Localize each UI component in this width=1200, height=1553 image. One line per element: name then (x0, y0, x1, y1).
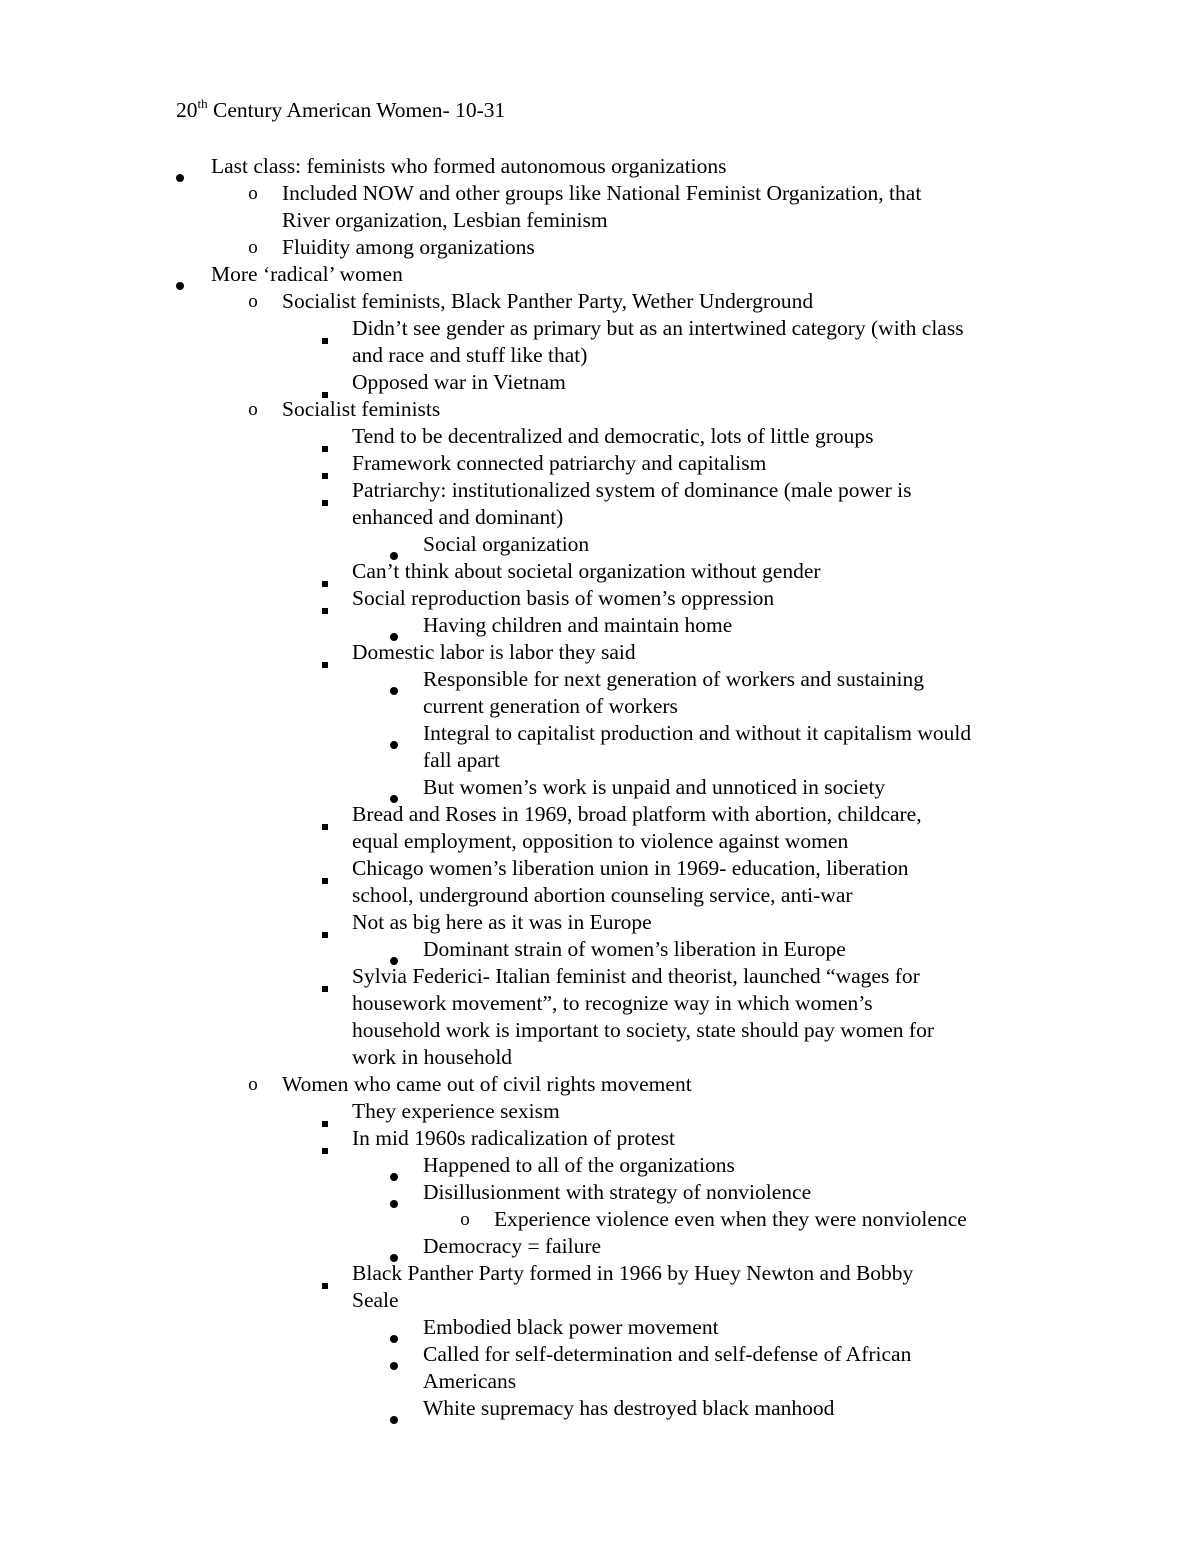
outline-item-text: Not as big here as it was in Europe (352, 910, 652, 934)
outline-item-text: fall apart (423, 748, 500, 772)
outline-item-text: Tend to be decentralized and democratic, lots of little groups (352, 424, 874, 448)
outline-item-level-4 (423, 1341, 911, 1395)
page-title (176, 97, 505, 124)
bullet-square-icon (318, 585, 332, 612)
bullet-dot-icon (387, 1179, 401, 1206)
outline-item-level-4 (423, 1179, 811, 1206)
outline-item-text: Social reproduction basis of women’s oppression (352, 586, 775, 610)
outline-item-text: Domestic labor is labor they said (352, 640, 636, 664)
outline-item-level-3 (352, 369, 566, 396)
outline-item-level-3 (352, 801, 922, 855)
bullet-square-icon (318, 369, 332, 396)
bullet-square-icon (318, 477, 332, 504)
outline-item-level-3 (352, 423, 873, 450)
outline-item-level-3 (352, 558, 821, 585)
outline-item-level-4 (423, 666, 924, 720)
outline-item-level-3 (352, 585, 774, 612)
outline-item-text: Socialist feminists (282, 397, 441, 421)
bullet-dot-icon (173, 261, 187, 288)
outline-item-text: equal employment, opposition to violence against women (352, 829, 849, 853)
bullet-circle-icon: o (248, 183, 258, 204)
outline-item-text: But women’s work is unpaid and unnoticed in society (423, 775, 886, 799)
outline-item-text: Socialist feminists, Black Panther Party, Wether Underground (282, 289, 814, 313)
bullet-square-icon (318, 909, 332, 936)
bullet-circle-icon: o (248, 1074, 258, 1095)
bullet-square-icon (318, 1098, 332, 1125)
bullet-square-icon (318, 423, 332, 450)
bullet-square-icon (318, 1125, 332, 1152)
outline-item-text: Framework connected patriarchy and capitalism (352, 451, 767, 475)
outline-item-level-4 (423, 774, 885, 801)
outline-item-text: Didn’t see gender as primary but as an intertwined category (with class (352, 316, 964, 340)
outline-item-text: housework movement”, to recognize way in which women’s (352, 991, 873, 1015)
outline-item-text: Social organization (423, 532, 590, 556)
outline-item-level-4 (423, 612, 732, 639)
bullet-dot-icon (387, 936, 401, 963)
outline-item-level-4 (423, 1233, 601, 1260)
outline-item-text: Last class: feminists who formed autonomous organizations (211, 154, 727, 178)
title-prefix: 20 (176, 98, 198, 122)
outline-item-level-3 (352, 315, 964, 369)
outline-item-level-4 (423, 720, 971, 774)
outline-item-text: household work is important to society, state should pay women for (352, 1018, 935, 1042)
outline-item-text: Embodied black power movement (423, 1315, 719, 1339)
outline-item-text: River organization, Lesbian feminism (282, 208, 608, 232)
outline-item-text: Democracy = failure (423, 1234, 602, 1258)
outline-item-level-4 (423, 1395, 834, 1422)
bullet-dot-icon (387, 666, 401, 693)
outline-item-level-3 (352, 1260, 913, 1314)
bullet-square-icon (318, 450, 332, 477)
outline-item-level-3 (352, 909, 652, 936)
bullet-dot-icon (387, 1341, 401, 1368)
outline-item-text: Dominant strain of women’s liberation in Europe (423, 937, 846, 961)
outline-item-text: current generation of workers (423, 694, 678, 718)
bullet-dot-icon (387, 531, 401, 558)
outline-item-text: Can’t think about societal organization without gender (352, 559, 821, 583)
bullet-square-icon (318, 801, 332, 828)
outline-item-text: Integral to capitalist production and without it capitalism would (423, 721, 972, 745)
bullet-dot-icon (387, 1314, 401, 1341)
bullet-square-icon (318, 855, 332, 882)
bullet-square-icon (318, 963, 332, 990)
bullet-dot-icon (173, 153, 187, 180)
outline-item-text: Having children and maintain home (423, 613, 733, 637)
title-superscript: th (197, 95, 208, 111)
outline-item-level-4 (423, 936, 846, 963)
outline-item-text: Chicago women’s liberation union in 1969- education, liberation (352, 856, 909, 880)
bullet-square-icon (318, 1260, 332, 1287)
outline-item-text: More ‘radical’ women (211, 262, 403, 286)
outline-item-text: and race and stuff like that) (352, 343, 588, 367)
outline-item-level-4 (423, 1152, 735, 1179)
bullet-dot-icon (387, 774, 401, 801)
outline-item-level-4 (423, 531, 589, 558)
outline-item-text: Women who came out of civil rights movement (282, 1072, 692, 1096)
outline-item-level-1 (211, 261, 403, 288)
outline-item-text: They experience sexism (352, 1099, 560, 1123)
outline-item-text: Sylvia Federici- Italian feminist and theorist, launched “wages for (352, 964, 920, 988)
outline-item-level-4 (423, 1314, 719, 1341)
outline-item-text: Fluidity among organizations (282, 235, 535, 259)
outline-item-text: Included NOW and other groups like National Feminist Organization, that (282, 181, 922, 205)
outline-item-text: White supremacy has destroyed black manhood (423, 1396, 835, 1420)
bullet-dot-icon (387, 612, 401, 639)
outline-item-text: Bread and Roses in 1969, broad platform with abortion, childcare, (352, 802, 922, 826)
outline-item-text: Seale (352, 1288, 399, 1312)
outline-item-level-3 (352, 1098, 560, 1125)
bullet-dot-icon (387, 720, 401, 747)
outline-item-level-3 (352, 1125, 675, 1152)
outline-item-text: Disillusionment with strategy of nonviolence (423, 1180, 812, 1204)
outline-item-level-2 (248, 396, 441, 423)
bullet-circle-icon: o (248, 291, 258, 312)
outline-item-level-3 (352, 477, 911, 531)
outline-item-text: enhanced and dominant) (352, 505, 564, 529)
bullet-square-icon (318, 639, 332, 666)
outline-item-text: school, underground abortion counseling service, anti-war (352, 883, 853, 907)
outline-item-text: Experience violence even when they were nonviolence (494, 1207, 967, 1231)
outline-item-level-3 (352, 963, 934, 1071)
outline-item-level-3 (352, 450, 766, 477)
bullet-dot-icon (387, 1152, 401, 1179)
outline-item-text: Happened to all of the organizations (423, 1153, 735, 1177)
outline-item-level-3 (352, 855, 909, 909)
outline-item-level-2 (248, 234, 535, 261)
bullet-square-icon (318, 558, 332, 585)
bullet-circle-icon: o (248, 237, 258, 258)
bullet-circle-icon: o (460, 1209, 470, 1230)
outline-item-text: Called for self-determination and self-defense of African (423, 1342, 912, 1366)
outline-item-text: Patriarchy: institutionalized system of dominance (male power is (352, 478, 912, 502)
bullet-square-icon (318, 315, 332, 342)
outline-item-text: work in household (352, 1045, 513, 1069)
outline-item-text: Americans (423, 1369, 517, 1393)
outline-item-level-2 (248, 288, 814, 315)
outline-item-level-1 (211, 153, 727, 180)
outline-item-text: Responsible for next generation of workers and sustaining (423, 667, 924, 691)
bullet-dot-icon (387, 1233, 401, 1260)
outline-item-text: Black Panther Party formed in 1966 by Huey Newton and Bobby (352, 1261, 914, 1285)
outline-item-level-5 (460, 1206, 967, 1233)
outline-item-text: Opposed war in Vietnam (352, 370, 566, 394)
outline-item-level-2 (248, 1071, 692, 1098)
outline-item-level-2 (248, 180, 922, 234)
bullet-circle-icon: o (248, 399, 258, 420)
title-rest: Century American Women- 10-31 (207, 98, 506, 122)
bullet-dot-icon (387, 1395, 401, 1422)
outline-item-level-3 (352, 639, 636, 666)
outline-item-text: In mid 1960s radicalization of protest (352, 1126, 676, 1150)
